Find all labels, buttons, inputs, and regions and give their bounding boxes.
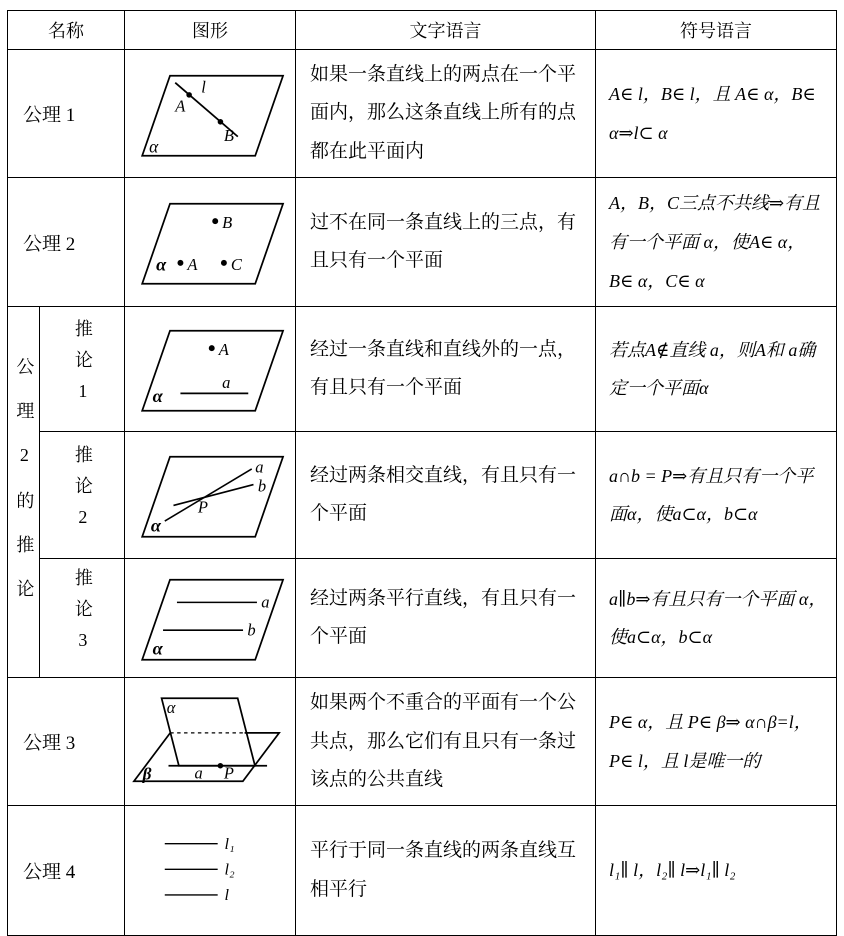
row-axiom3 xyxy=(8,678,837,806)
header-cell-figure: 图形 xyxy=(125,11,296,50)
figure-label-line-a: a xyxy=(194,763,203,783)
point-b-dot xyxy=(218,119,224,125)
figure-label-plane-beta: β xyxy=(142,764,152,784)
axiom4-figure-svg xyxy=(146,830,274,912)
axiom1-symbol: A∈ l，B∈ l，且 A∈ α，B∈ α⇒l⊂ α xyxy=(596,50,837,178)
header-cell-name: 名称 xyxy=(8,11,125,50)
axiom2-text: 过不在同一条直线上的三点，有且只有一个平面 xyxy=(296,178,596,307)
axiom4-symbol: l₁∥ l，l₂∥ l⇒l₁∥ l₂ xyxy=(596,806,837,936)
corollary3-figure-svg xyxy=(130,569,290,667)
axiom4-figure xyxy=(125,806,296,936)
corollary1-text: 经过一条直线和直线外的一点，有且只有一个平面 xyxy=(296,307,596,432)
figure-label-line-b: b xyxy=(247,620,256,640)
figure-label-line-l: l xyxy=(201,76,206,96)
header-cell-symbol-language: 符号语言 xyxy=(596,11,837,50)
corollary1-name-label: 推论1 xyxy=(72,319,93,415)
corollary2-text: 经过两条相交直线，有且只有一个平面 xyxy=(296,432,596,559)
figure-label-line-a: a xyxy=(255,457,264,477)
figure-label-plane-top: α xyxy=(166,698,176,718)
figure-label-line-a: a xyxy=(261,592,270,612)
corollary2-figure xyxy=(125,432,296,559)
figure-label-line-l: l xyxy=(224,885,230,904)
corollary1-name xyxy=(40,307,125,432)
point-a-dot xyxy=(186,92,192,98)
corollary3-figure xyxy=(125,559,296,678)
axiom2-name: 公理 2 xyxy=(8,178,125,307)
line-a xyxy=(165,469,252,521)
plane-alpha-shape xyxy=(162,699,255,766)
group-cell-axiom2-corollaries xyxy=(8,307,40,678)
axiom2-figure-svg xyxy=(130,193,290,291)
point-a-dot xyxy=(177,260,183,266)
point-p-dot xyxy=(218,763,224,769)
corollary3-symbol: a∥b⇒有且只有一个平面 α，使a⊂α，b⊂α xyxy=(596,559,837,678)
figure-label-point-p: P xyxy=(197,497,208,517)
figure-label-line-b: b xyxy=(257,476,267,496)
corollary3-name-label: 推论3 xyxy=(72,568,93,664)
axiom2-symbol: A，B，C三点不共线⇒有且有一个平面 α，使A∈ α，B∈ α，C∈ α xyxy=(596,178,837,307)
plane-beta-shape xyxy=(134,733,279,781)
figure-label-line-a: a xyxy=(222,373,231,393)
point-b-dot xyxy=(212,218,218,224)
corollary3-name xyxy=(40,559,125,678)
line-b xyxy=(173,485,253,506)
figure-label-point-b: B xyxy=(223,125,235,145)
figure-label-point-a: A xyxy=(187,254,198,274)
axioms-table xyxy=(7,10,837,936)
axiom3-symbol: P∈ α，且 P∈ β⇒ α∩β=l，P∈ l，且 l是唯一的 xyxy=(596,678,837,806)
axiom1-text: 如果一条直线上的两点在一个平面内，那么这条直线上所有的点都在此平面内 xyxy=(296,50,596,178)
corollary3-text: 经过两条平行直线，有且只有一个平面 xyxy=(296,559,596,678)
figure-label-plane-alpha: α xyxy=(156,254,167,275)
corollary1-figure xyxy=(125,307,296,432)
figure-label-plane-alpha: α xyxy=(152,386,163,407)
axiom1-figure xyxy=(125,50,296,178)
figure-label-line-l1: l₁ xyxy=(224,834,235,853)
figure-label-point-p: P xyxy=(223,763,234,783)
figure-label-point-a: A xyxy=(218,340,229,360)
corollary1-symbol: 若点A∉直线 a，则A和 a确定一个平面α xyxy=(596,307,837,432)
corollary1-figure-svg xyxy=(130,320,290,418)
row-axiom4 xyxy=(8,806,837,936)
row-axiom2 xyxy=(8,178,837,307)
axiom3-figure-svg xyxy=(127,693,293,790)
figure-label-point-a: A xyxy=(175,95,186,115)
axiom4-name: 公理 4 xyxy=(8,806,125,936)
row-corollary2 xyxy=(8,432,837,559)
axiom4-text: 平行于同一条直线的两条直线互相平行 xyxy=(296,806,596,936)
header-cell-text-language: 文字语言 xyxy=(296,11,596,50)
corollary2-symbol: a∩b = P⇒有且只有一个平面α，使a⊂α，b⊂α xyxy=(596,432,837,559)
figure-label-point-b: B xyxy=(222,213,233,233)
row-corollary3 xyxy=(8,559,837,678)
axiom2-figure xyxy=(125,178,296,307)
row-corollary1 xyxy=(8,307,837,432)
figure-label-line-l2: l₂ xyxy=(224,860,235,879)
axiom3-name: 公理 3 xyxy=(8,678,125,806)
figure-label-point-c: C xyxy=(230,254,242,274)
figure-label-plane-alpha: α xyxy=(149,136,159,156)
plane-shape xyxy=(142,331,283,411)
axiom3-text: 如果两个不重合的平面有一个公共点，那么它们有且只有一条过该点的公共直线 xyxy=(296,678,596,806)
figure-label-plane-alpha: α xyxy=(152,638,163,659)
corollary2-name-label: 推论2 xyxy=(72,445,93,541)
group-label: 公理2的推论 xyxy=(14,356,35,623)
header-row xyxy=(8,11,837,50)
page xyxy=(0,10,844,936)
axiom1-name: 公理 1 xyxy=(8,50,125,178)
figure-label-plane-alpha: α xyxy=(150,515,161,536)
point-c-dot xyxy=(221,260,227,266)
row-axiom1 xyxy=(8,50,837,178)
corollary2-figure-svg xyxy=(130,446,290,544)
axiom3-figure xyxy=(125,678,296,806)
corollary2-name xyxy=(40,432,125,559)
axiom1-figure-svg xyxy=(130,65,290,163)
point-a-dot xyxy=(209,345,215,351)
